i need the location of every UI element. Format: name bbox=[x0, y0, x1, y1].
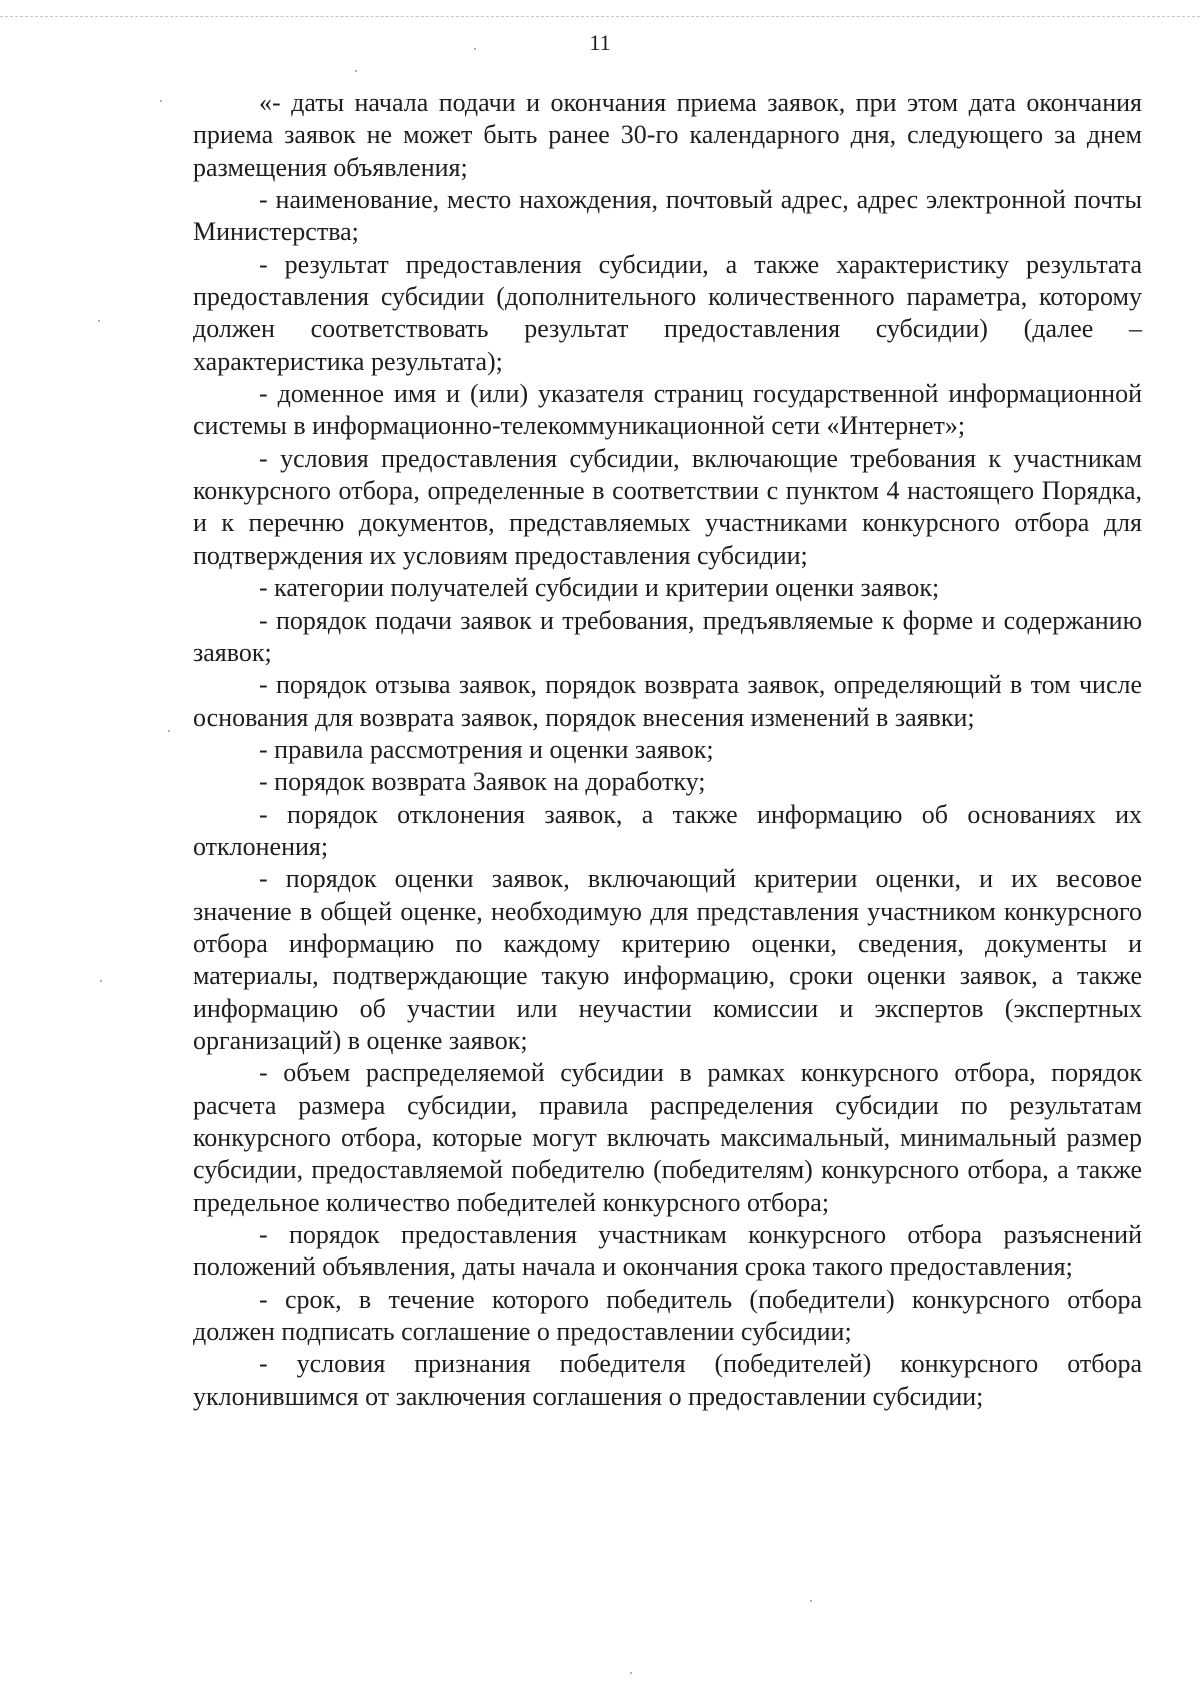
scan-speck bbox=[160, 100, 162, 102]
scan-speck bbox=[100, 980, 102, 982]
scan-speck bbox=[630, 1672, 632, 1674]
paragraph: - порядок подачи заявок и требования, предъявляемые к форме и содержанию заявок; bbox=[193, 605, 1142, 667]
paragraph: - правила рассмотрения и оценки заявок; bbox=[259, 734, 714, 764]
paragraph: - порядок оценки заявок, включающий критерии оценки, и их весовое значение в общей оценке, необходимую для представления участником конкурсного отбора информацию по каждому критерию оценки, сведения, документы и материалы, подтверждающие такую информацию, сроки оценки заявок, а также информацию об участии или неучастии комиссии и экспертов (экспертных организаций) в оценке заявок; bbox=[193, 864, 1142, 1055]
paragraph: - объем распределяемой субсидии в рамках конкурсного отбора, порядок расчета размера субсидии, правила распределения субсидии по результатам конкурсного отбора, которые могут включать максимальный, минимальный размер субсидии, предоставляемой победителю (победителям) конкурсного отбора, а также предельное количество победителей конкурсного отбора; bbox=[193, 1058, 1142, 1217]
document-body bbox=[193, 87, 1142, 1413]
paragraph: - условия признания победителя (победителей) конкурсного отбора уклонившимся от заключения соглашения о предоставлении субсидии; bbox=[193, 1349, 1142, 1411]
paragraph: - доменное имя и (или) указателя страниц государственной информационной системы в информационно-телекоммуникационной сети «Интернет»; bbox=[193, 379, 1142, 441]
scan-speck bbox=[168, 730, 170, 732]
paragraph: - порядок предоставления участникам конкурсного отбора разъяснений положений объявления, даты начала и окончания срока такого предоставления; bbox=[193, 1220, 1142, 1282]
paragraph: - наименование, место нахождения, почтовый адрес, адрес электронной почты Министерства; bbox=[193, 185, 1142, 247]
scan-edge-line bbox=[0, 16, 1200, 21]
paragraph: - порядок отклонения заявок, а также информацию об основаниях их отклонения; bbox=[193, 799, 1142, 861]
paragraph: - условия предоставления субсидии, включающие требования к участникам конкурсного отбора, определенные в соответствии с пунктом 4 настоящего Порядка, и к перечню документов, представляемых участниками конкурсного отбора для подтверждения их условиям предоставления субсидии; bbox=[193, 443, 1142, 570]
paragraph: - результат предоставления субсидии, а также характеристику результата предоставления субсидии (дополнительного количественного параметра, которому должен соответствовать результат предоставления субсидии) (далее – характеристика результата); bbox=[193, 249, 1142, 376]
paragraph: - срок, в течение которого победитель (победители) конкурсного отбора должен подписать соглашение о предоставлении субсидии; bbox=[193, 1284, 1142, 1347]
paragraph: - порядок отзыва заявок, порядок возврата заявок, определяющий в том числе основания для возврата заявок, порядок внесения изменений в заявки; bbox=[193, 670, 1142, 732]
paragraph: - порядок возврата Заявок на доработку; bbox=[259, 767, 706, 797]
scan-speck bbox=[355, 70, 357, 72]
scan-speck bbox=[810, 1600, 812, 1602]
paragraph: «- даты начала подачи и окончания приема заявок, при этом дата окончания приема заявок не может быть ранее 30-го календарного дня, следующего за днем размещения объявления; bbox=[193, 88, 1142, 182]
paragraph: - категории получателей субсидии и критерии оценки заявок; bbox=[259, 573, 940, 603]
scan-speck bbox=[474, 48, 476, 50]
scan-speck bbox=[98, 320, 100, 322]
page-number: 11 bbox=[589, 30, 611, 55]
